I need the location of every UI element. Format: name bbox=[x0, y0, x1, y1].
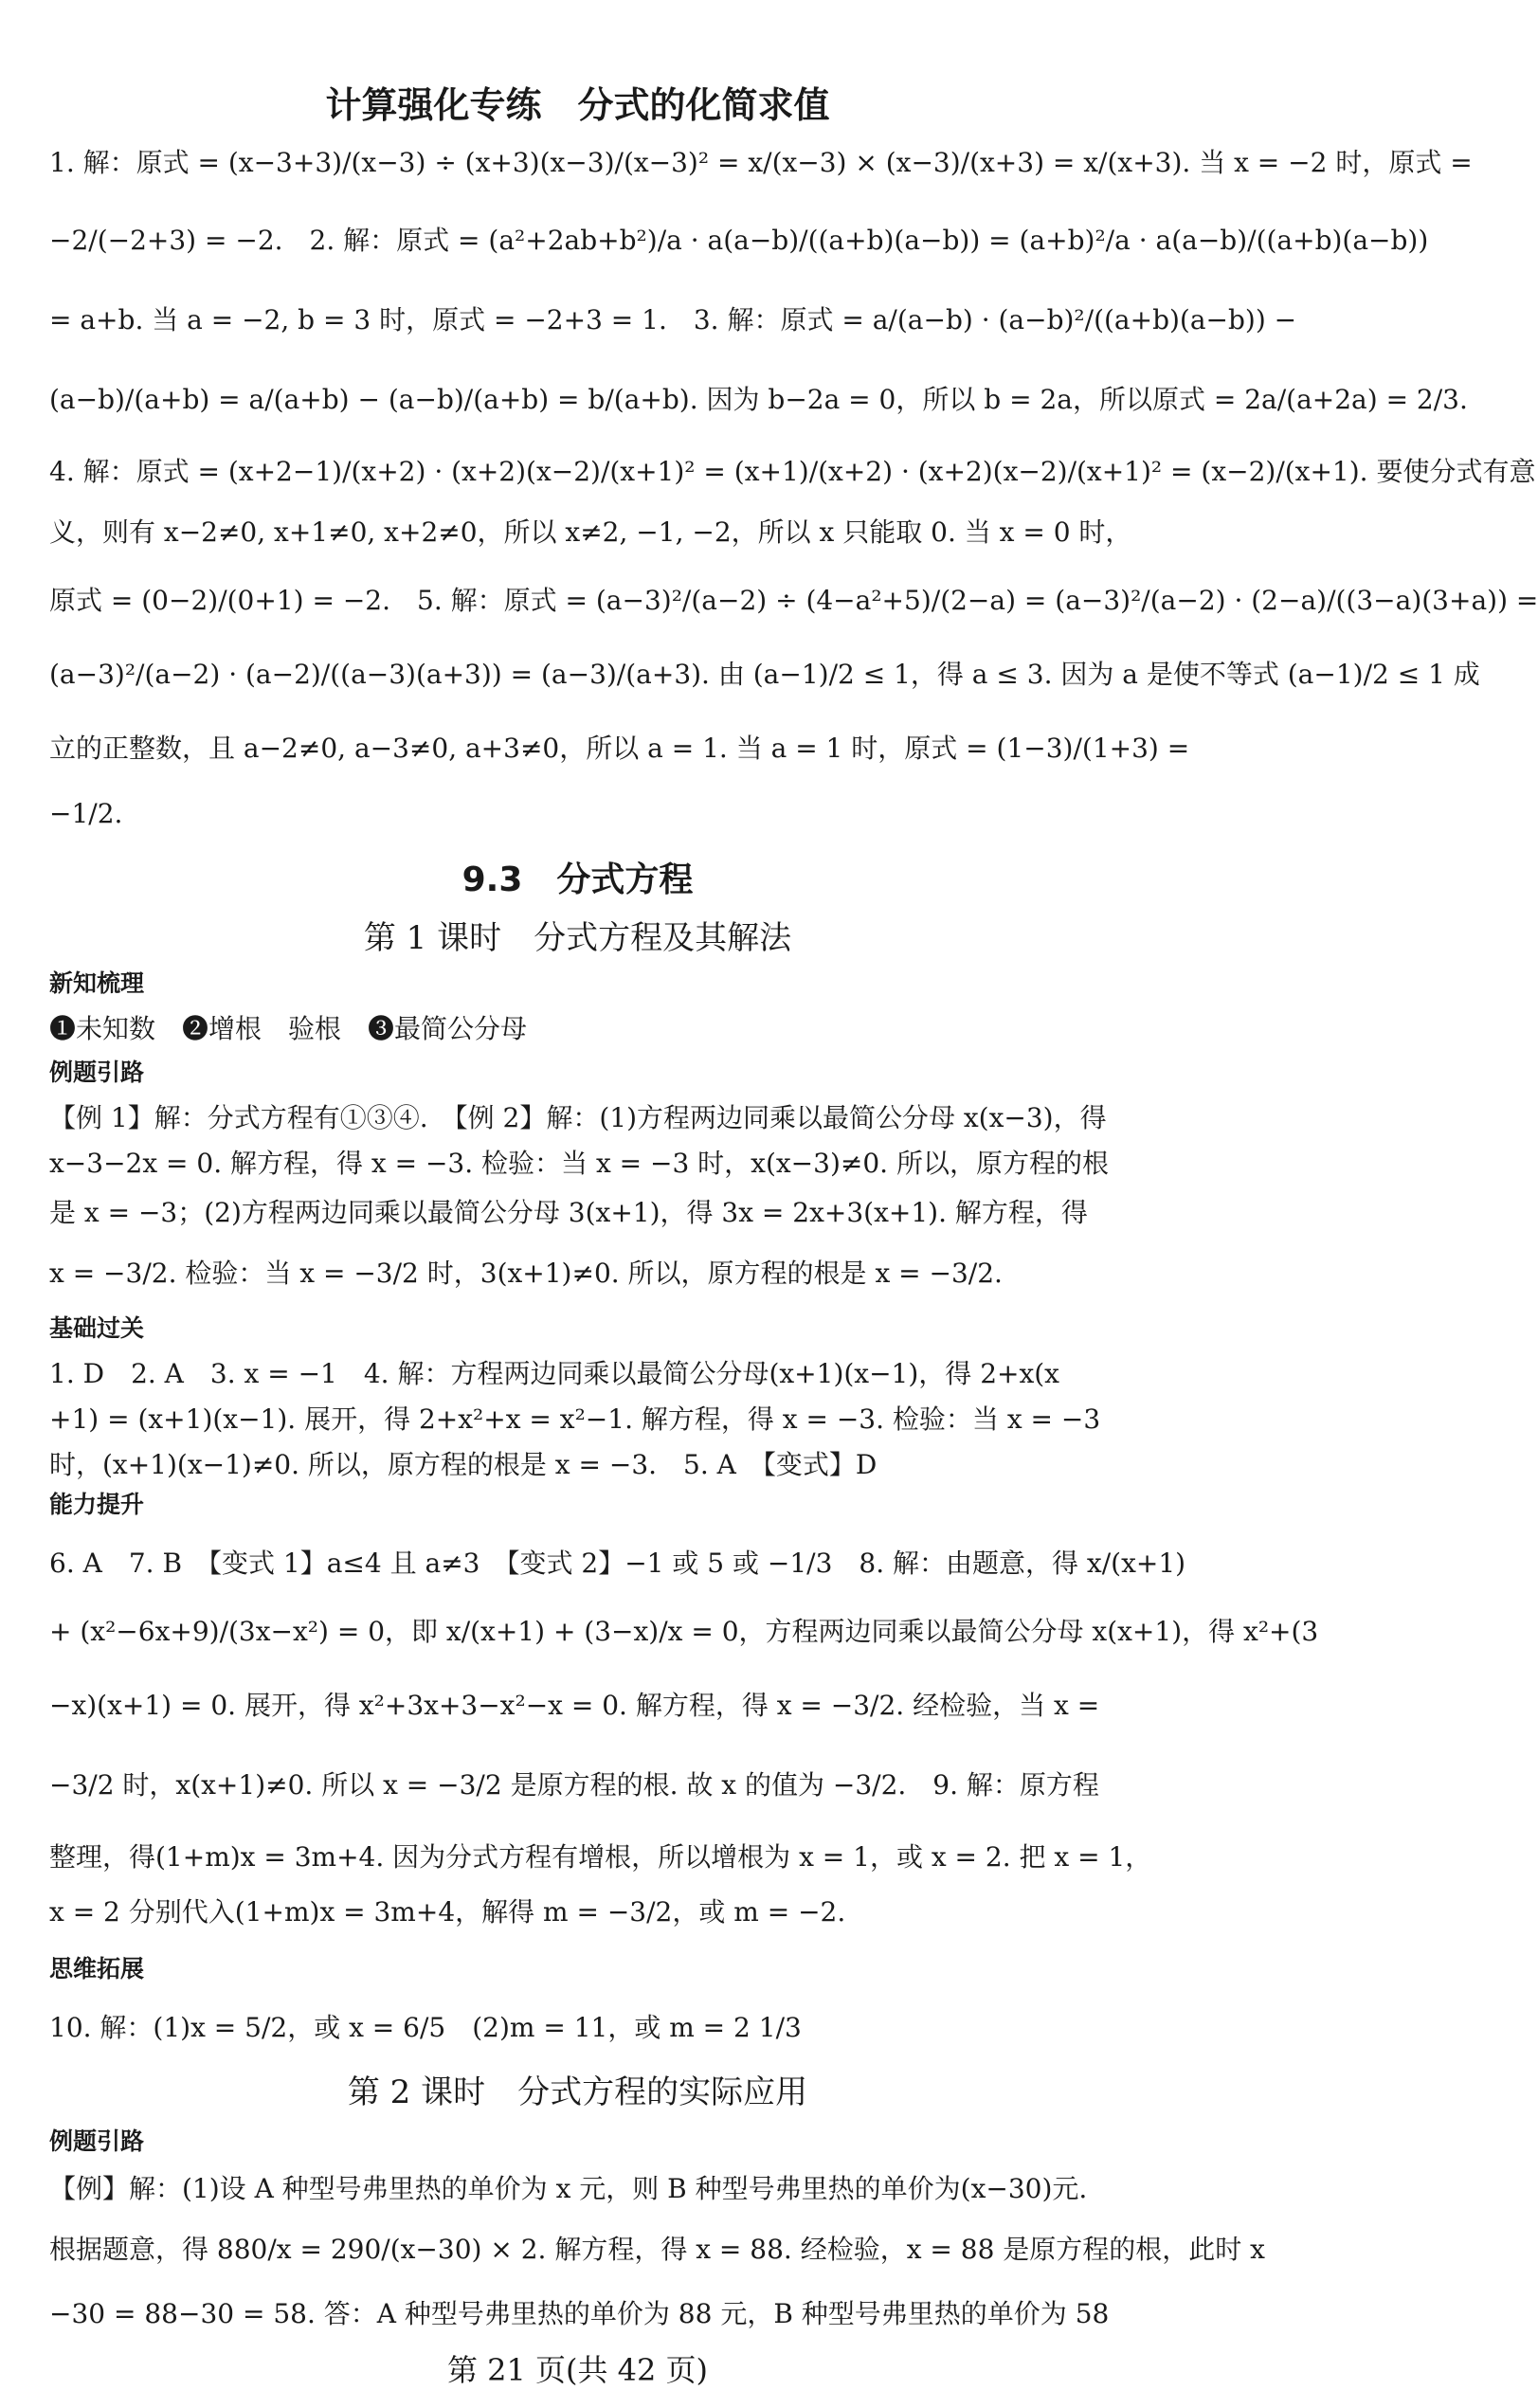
text-line: 10. 解：(1)x = 5/2，或 x = 6/5 (2)m = 11，或 m = 2 1/3 bbox=[49, 2012, 802, 2043]
text-line: 整理，得(1+m)x = 3m+4. 因为分式方程有增根，所以增根为 x = 1，或 x = 2. 把 x = 1， bbox=[49, 1841, 1152, 1873]
text-line: 立的正整数，且 a−2≠0, a−3≠0, a+3≠0，所以 a = 1. 当 a = 1 时，原式 = (1−3)/(1+3) = bbox=[49, 733, 1190, 764]
text-line: −30 = 88−30 = 58. 答：A 种型号弗里热的单价为 88 元，B 种型号弗里热的单价为 58 bbox=[49, 2298, 1110, 2329]
heading-siwei: 思维拓展 bbox=[49, 1955, 145, 1983]
text-line: 【例】解：(1)设 A 种型号弗里热的单价为 x 元，则 B 种型号弗里热的单价为(x−30)元. bbox=[49, 2173, 1088, 2204]
text-line: 是 x = −3；(2)方程两边同乘以最简公分母 3(x+1)，得 3x = 2x+3(x+1). 解方程，得 bbox=[49, 1197, 1088, 1228]
heading-liti: 例题引路 bbox=[49, 2127, 145, 2155]
text-line: = a+b. 当 a = −2, b = 3 时，原式 = −2+3 = 1. 3. 解：原式 = a/(a−b) · (a−b)²/((a+b)(a−b)) − bbox=[49, 304, 1297, 335]
text-line: 4. 解：原式 = (x+2−1)/(x+2) · (x+2)(x−2)/(x+1)² = (x+1)/(x+2) · (x+2)(x−2)/(x+1)² = (x−2)/(x+1). 要使分式有意 bbox=[49, 456, 1536, 487]
text-line: 6. A 7. B 【变式 1】a≤4 且 a≠3 【变式 2】−1 或 5 或 −1/3 8. 解：由题意，得 x/(x+1) bbox=[49, 1548, 1186, 1579]
page-number: 第 21 页(共 42 页) bbox=[446, 2352, 709, 2388]
section-title: 9.3 分式方程 bbox=[461, 860, 694, 899]
heading-jichu: 基础过关 bbox=[49, 1314, 145, 1342]
heading-nengli: 能力提升 bbox=[49, 1491, 145, 1518]
text-line: 原式 = (0−2)/(0+1) = −2. 5. 解：原式 = (a−3)²/(a−2) ÷ (4−a²+5)/(2−a) = (a−3)²/(a−2) · (2−a)/((3−a)(3+a)) = bbox=[49, 585, 1538, 616]
text-line: x−3−2x = 0. 解方程，得 x = −3. 检验：当 x = −3 时，x(x−3)≠0. 所以，原方程的根 bbox=[49, 1148, 1109, 1179]
text-line: (a−b)/(a+b) = a/(a+b) − (a−b)/(a+b) = b/(a+b). 因为 b−2a = 0，所以 b = 2a，所以原式 = 2a/(a+2a) = 2/3. bbox=[49, 384, 1468, 415]
text-line: −1/2. bbox=[49, 798, 123, 829]
text-line: 1. 解：原式 = (x−3+3)/(x−3) ÷ (x+3)(x−3)/(x−3)² = x/(x−3) × (x−3)/(x+3) = x/(x+3). 当 x = −2 时，原式 = bbox=[49, 147, 1473, 178]
text-line: + (x²−6x+9)/(3x−x²) = 0，即 x/(x+1) + (3−x)/x = 0，方程两边同乘以最简公分母 x(x+1)，得 x²+(3 bbox=[49, 1616, 1319, 1647]
heading-liti: 例题引路 bbox=[49, 1059, 145, 1086]
text-line: ❶未知数 ❷增根 验根 ❸最简公分母 bbox=[49, 1013, 528, 1044]
lesson-title: 第 1 课时 分式方程及其解法 bbox=[363, 919, 792, 957]
text-line: 根据题意，得 880/x = 290/(x−30) × 2. 解方程，得 x = 88. 经检验，x = 88 是原方程的根，此时 x bbox=[49, 2234, 1265, 2265]
text-line: −3/2 时，x(x+1)≠0. 所以 x = −3/2 是原方程的根. 故 x 的值为 −3/2. 9. 解：原方程 bbox=[49, 1769, 1099, 1801]
text-line: (a−3)²/(a−2) · (a−2)/((a−3)(a+3)) = (a−3)/(a+3). 由 (a−1)/2 ≤ 1，得 a ≤ 3. 因为 a 是使不等式 (a−1)/2 ≤ 1 成 bbox=[49, 659, 1480, 690]
text-line: x = −3/2. 检验：当 x = −3/2 时，3(x+1)≠0. 所以，原方程的根是 x = −3/2. bbox=[49, 1258, 1003, 1289]
text-line: 【例 1】解：分式方程有①③④. 【例 2】解：(1)方程两边同乘以最简公分母 x(x−3)，得 bbox=[49, 1102, 1107, 1133]
text-line: x = 2 分别代入(1+m)x = 3m+4，解得 m = −3/2，或 m = −2. bbox=[49, 1896, 846, 1928]
text-line: +1) = (x+1)(x−1). 展开，得 2+x²+x = x²−1. 解方程，得 x = −3. 检验：当 x = −3 bbox=[49, 1403, 1101, 1435]
page-title: 计算强化专练 分式的化简求值 bbox=[325, 84, 830, 126]
text-line: −x)(x+1) = 0. 展开，得 x²+3x+3−x²−x = 0. 解方程，得 x = −3/2. 经检验，当 x = bbox=[49, 1690, 1100, 1721]
text-line: 义，则有 x−2≠0, x+1≠0, x+2≠0，所以 x≠2, −1, −2，所以 x 只能取 0. 当 x = 0 时， bbox=[49, 516, 1132, 548]
lesson-title: 第 2 课时 分式方程的实际应用 bbox=[347, 2073, 808, 2111]
heading-xinzhi: 新知梳理 bbox=[49, 969, 145, 997]
text-line: 1. D 2. A 3. x = −1 4. 解：方程两边同乘以最简公分母(x+1)(x−1)，得 2+x(x bbox=[49, 1358, 1059, 1389]
text-line: −2/(−2+3) = −2. 2. 解：原式 = (a²+2ab+b²)/a · a(a−b)/((a+b)(a−b)) = (a+b)²/a · a(a−b)/((a+b)(a−b)) bbox=[49, 225, 1429, 256]
text-line: 时，(x+1)(x−1)≠0. 所以，原方程的根是 x = −3. 5. A 【变式】D bbox=[49, 1449, 878, 1480]
